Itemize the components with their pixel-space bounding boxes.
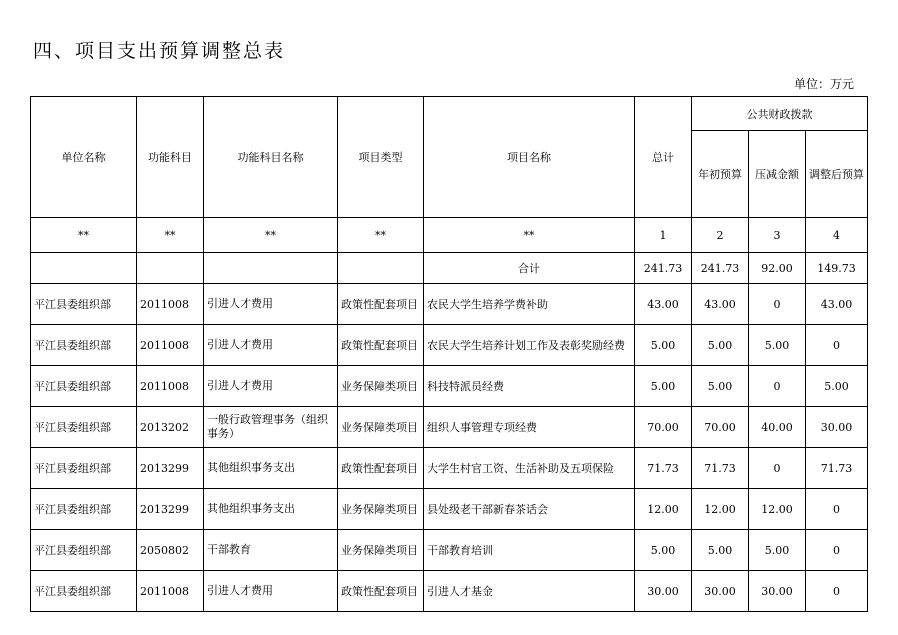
index-cell: ** — [338, 218, 424, 253]
unit-name-cell: 平江县委组织部 — [31, 366, 137, 407]
func-code-cell: 2011008 — [137, 366, 204, 407]
proj-name-cell: 科技特派员经费 — [424, 366, 635, 407]
header-func-code: 功能科目 — [137, 97, 204, 218]
adjusted-cell: 43.00 — [806, 284, 868, 325]
header-proj-name: 项目名称 — [424, 97, 635, 218]
initial-cell: 5.00 — [692, 530, 749, 571]
table-row — [31, 366, 868, 407]
func-name-cell: 其他组织事务支出 — [204, 448, 338, 489]
table-row — [31, 571, 868, 612]
reduce-cell: 0 — [749, 284, 806, 325]
adjusted-cell: 71.73 — [806, 448, 868, 489]
index-cell: ** — [137, 218, 204, 253]
header-unit-name: 单位名称 — [31, 97, 137, 218]
unit-name-cell: 平江县委组织部 — [31, 530, 137, 571]
budget-table — [30, 96, 868, 612]
proj-name-cell: 组织人事管理专项经费 — [424, 407, 635, 448]
unit-name-cell: 平江县委组织部 — [31, 325, 137, 366]
adjusted-cell: 0 — [806, 489, 868, 530]
index-cell: 4 — [806, 218, 868, 253]
unit-name-cell: 平江县委组织部 — [31, 448, 137, 489]
total-cell: 70.00 — [635, 407, 692, 448]
proj-type-cell: 政策性配套项目 — [338, 284, 424, 325]
initial-cell: 70.00 — [692, 407, 749, 448]
total-adjusted: 149.73 — [806, 253, 868, 284]
index-cell: ** — [204, 218, 338, 253]
unit-name-cell: 平江县委组织部 — [31, 489, 137, 530]
proj-type-cell: 业务保障类项目 — [338, 407, 424, 448]
total-cell: 71.73 — [635, 448, 692, 489]
proj-name-cell: 干部教育培训 — [424, 530, 635, 571]
total-cell: 5.00 — [635, 325, 692, 366]
total-cell: 12.00 — [635, 489, 692, 530]
table-row — [31, 448, 868, 489]
unit-label: 单位：万元 — [793, 77, 854, 91]
unit-name-cell: 平江县委组织部 — [31, 571, 137, 612]
func-name-cell: 引进人才费用 — [204, 325, 338, 366]
total-reduce: 92.00 — [749, 253, 806, 284]
reduce-cell: 40.00 — [749, 407, 806, 448]
unit-name-cell: 平江县委组织部 — [31, 407, 137, 448]
initial-cell: 30.00 — [692, 571, 749, 612]
reduce-cell: 12.00 — [749, 489, 806, 530]
proj-type-cell: 政策性配套项目 — [338, 448, 424, 489]
func-code-cell: 2050802 — [137, 530, 204, 571]
index-cell: ** — [31, 218, 137, 253]
table-row — [31, 325, 868, 366]
index-row — [31, 218, 868, 253]
proj-name-cell: 农民大学生培养学费补助 — [424, 284, 635, 325]
initial-cell: 5.00 — [692, 325, 749, 366]
proj-type-cell: 政策性配套项目 — [338, 571, 424, 612]
total-cell: 5.00 — [635, 366, 692, 407]
proj-name-cell: 县处级老干部新春茶话会 — [424, 489, 635, 530]
unit-name-cell: 平江县委组织部 — [31, 284, 137, 325]
index-cell: 3 — [749, 218, 806, 253]
initial-cell: 43.00 — [692, 284, 749, 325]
header-initial: 年初预算 — [692, 131, 749, 218]
header-reduce: 压减金额 — [749, 131, 806, 218]
func-code-cell: 2013299 — [137, 489, 204, 530]
func-code-cell: 2013202 — [137, 407, 204, 448]
adjusted-cell: 0 — [806, 571, 868, 612]
func-name-cell: 干部教育 — [204, 530, 338, 571]
total-cell: 5.00 — [635, 530, 692, 571]
proj-type-cell: 业务保障类项目 — [338, 489, 424, 530]
reduce-cell: 5.00 — [749, 325, 806, 366]
func-name-cell: 引进人才费用 — [204, 571, 338, 612]
index-cell: 2 — [692, 218, 749, 253]
initial-cell: 71.73 — [692, 448, 749, 489]
header-public-fund: 公共财政拨款 — [692, 97, 868, 131]
reduce-cell: 0 — [749, 448, 806, 489]
total-sum: 241.73 — [635, 253, 692, 284]
proj-name-cell: 引进人才基金 — [424, 571, 635, 612]
total-cell: 30.00 — [635, 571, 692, 612]
header-proj-type: 项目类型 — [338, 97, 424, 218]
total-row — [31, 253, 868, 284]
adjusted-cell: 0 — [806, 530, 868, 571]
func-code-cell: 2011008 — [137, 325, 204, 366]
func-code-cell: 2011008 — [137, 284, 204, 325]
table-row — [31, 407, 868, 448]
table-row — [31, 530, 868, 571]
proj-type-cell: 政策性配套项目 — [338, 325, 424, 366]
header-func-name: 功能科目名称 — [204, 97, 338, 218]
index-cell: 1 — [635, 218, 692, 253]
page-title: 四、项目支出预算调整总表 — [33, 40, 286, 62]
proj-name-cell: 大学生村官工资、生活补助及五项保险 — [424, 448, 635, 489]
adjusted-cell: 5.00 — [806, 366, 868, 407]
header-adjusted: 调整后预算 — [806, 131, 868, 218]
table-row — [31, 489, 868, 530]
reduce-cell: 5.00 — [749, 530, 806, 571]
initial-cell: 5.00 — [692, 366, 749, 407]
func-code-cell: 2013299 — [137, 448, 204, 489]
index-cell: ** — [424, 218, 635, 253]
adjusted-cell: 30.00 — [806, 407, 868, 448]
header-total: 总计 — [635, 97, 692, 218]
table-row — [31, 284, 868, 325]
reduce-cell: 30.00 — [749, 571, 806, 612]
func-code-cell: 2011008 — [137, 571, 204, 612]
total-cell: 43.00 — [635, 284, 692, 325]
proj-name-cell: 农民大学生培养计划工作及表彰奖励经费 — [424, 325, 635, 366]
total-initial: 241.73 — [692, 253, 749, 284]
initial-cell: 12.00 — [692, 489, 749, 530]
total-label: 合计 — [424, 253, 635, 284]
reduce-cell: 0 — [749, 366, 806, 407]
proj-type-cell: 业务保障类项目 — [338, 530, 424, 571]
func-name-cell: 一般行政管理事务（组织事务） — [204, 407, 338, 448]
func-name-cell: 其他组织事务支出 — [204, 489, 338, 530]
adjusted-cell: 0 — [806, 325, 868, 366]
func-name-cell: 引进人才费用 — [204, 284, 338, 325]
proj-type-cell: 业务保障类项目 — [338, 366, 424, 407]
func-name-cell: 引进人才费用 — [204, 366, 338, 407]
